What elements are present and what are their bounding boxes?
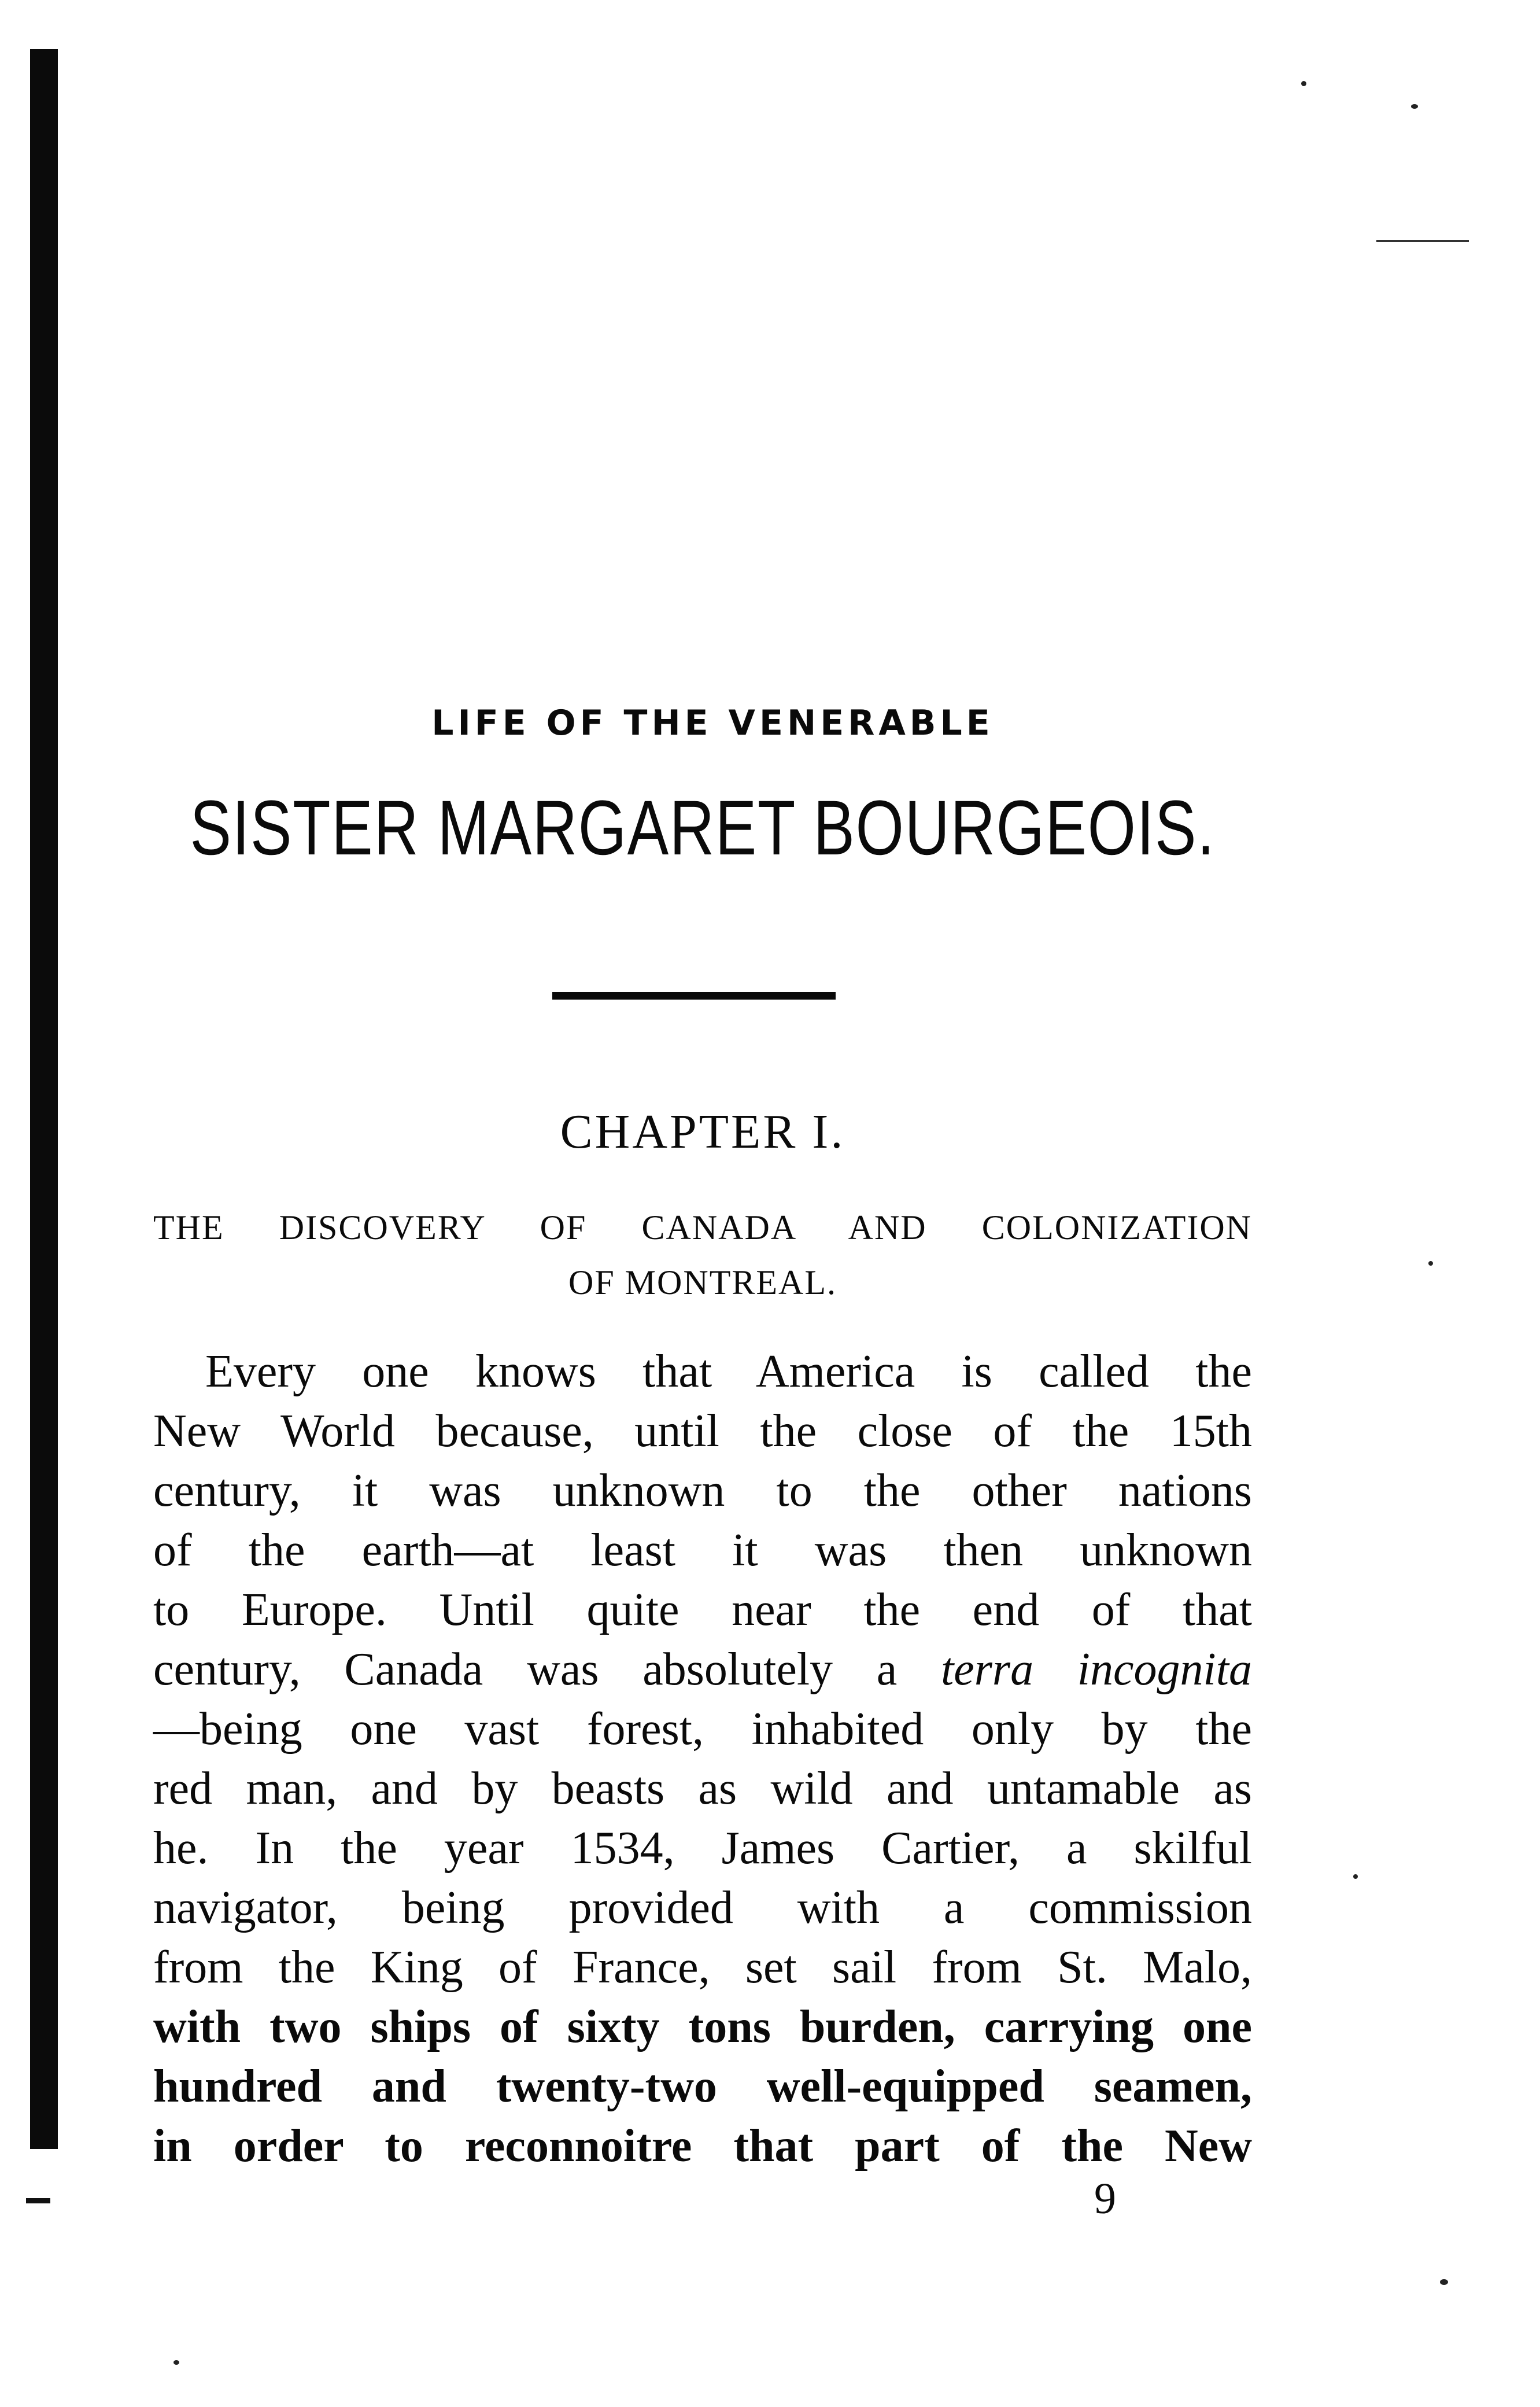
book-title-main: SISTER MARGARET BOURGEOIS.: [190, 785, 1216, 871]
body-line: in order to reconnoitre that part of the New: [153, 2121, 1252, 2172]
body-line: red man, and by beasts as wild and untamable as: [153, 1763, 1252, 1814]
scan-binding-edge: [30, 49, 58, 2149]
scan-speck: [1301, 81, 1306, 86]
body-line: with two ships of sixty tons burden, carrying one: [153, 2001, 1252, 2052]
chapter-subtitle-line-2: OF MONTREAL.: [568, 1263, 837, 1302]
body-line: hundred and twenty-two well-equipped seamen,: [153, 2061, 1252, 2112]
scan-speck: [173, 2360, 179, 2365]
body-line: —being one vast forest, inhabited only by the: [153, 1704, 1252, 1754]
body-line: to Europe. Until quite near the end of that: [153, 1584, 1252, 1635]
body-line: navigator, being provided with a commission: [153, 1882, 1252, 1933]
body-line: from the King of France, set sail from St. Malo,: [153, 1942, 1252, 1993]
scan-hairline: [1376, 240, 1469, 242]
body-line: century, it was unknown to the other nations: [153, 1465, 1252, 1516]
body-line: [153, 1640, 1252, 1700]
scan-speck: [1353, 1874, 1358, 1879]
page-number: 9: [1094, 2174, 1116, 2223]
body-line: of the earth—at least it was then unknown: [153, 1525, 1252, 1576]
title-rule: [552, 992, 836, 1000]
scan-speck: [1411, 104, 1418, 109]
italic-phrase: terra incognita: [941, 1644, 1252, 1695]
body-line-text: century, Canada was absolutely a: [153, 1644, 898, 1695]
body-line: Every one knows that America is called the: [205, 1346, 1252, 1397]
chapter-subtitle-line-1: THE DISCOVERY OF CANADA AND COLONIZATION: [153, 1208, 1252, 1247]
scan-speck: [1428, 1261, 1433, 1266]
body-line: New World because, until the close of the 15th: [153, 1406, 1252, 1457]
body-line: he. In the year 1534, James Cartier, a skilful: [153, 1823, 1252, 1874]
book-title-small: LIFE OF THE VENERABLE: [431, 703, 994, 743]
chapter-heading: CHAPTER I.: [560, 1105, 845, 1159]
scan-speck: [1440, 2279, 1448, 2285]
body-paragraph: [153, 1342, 1252, 2176]
